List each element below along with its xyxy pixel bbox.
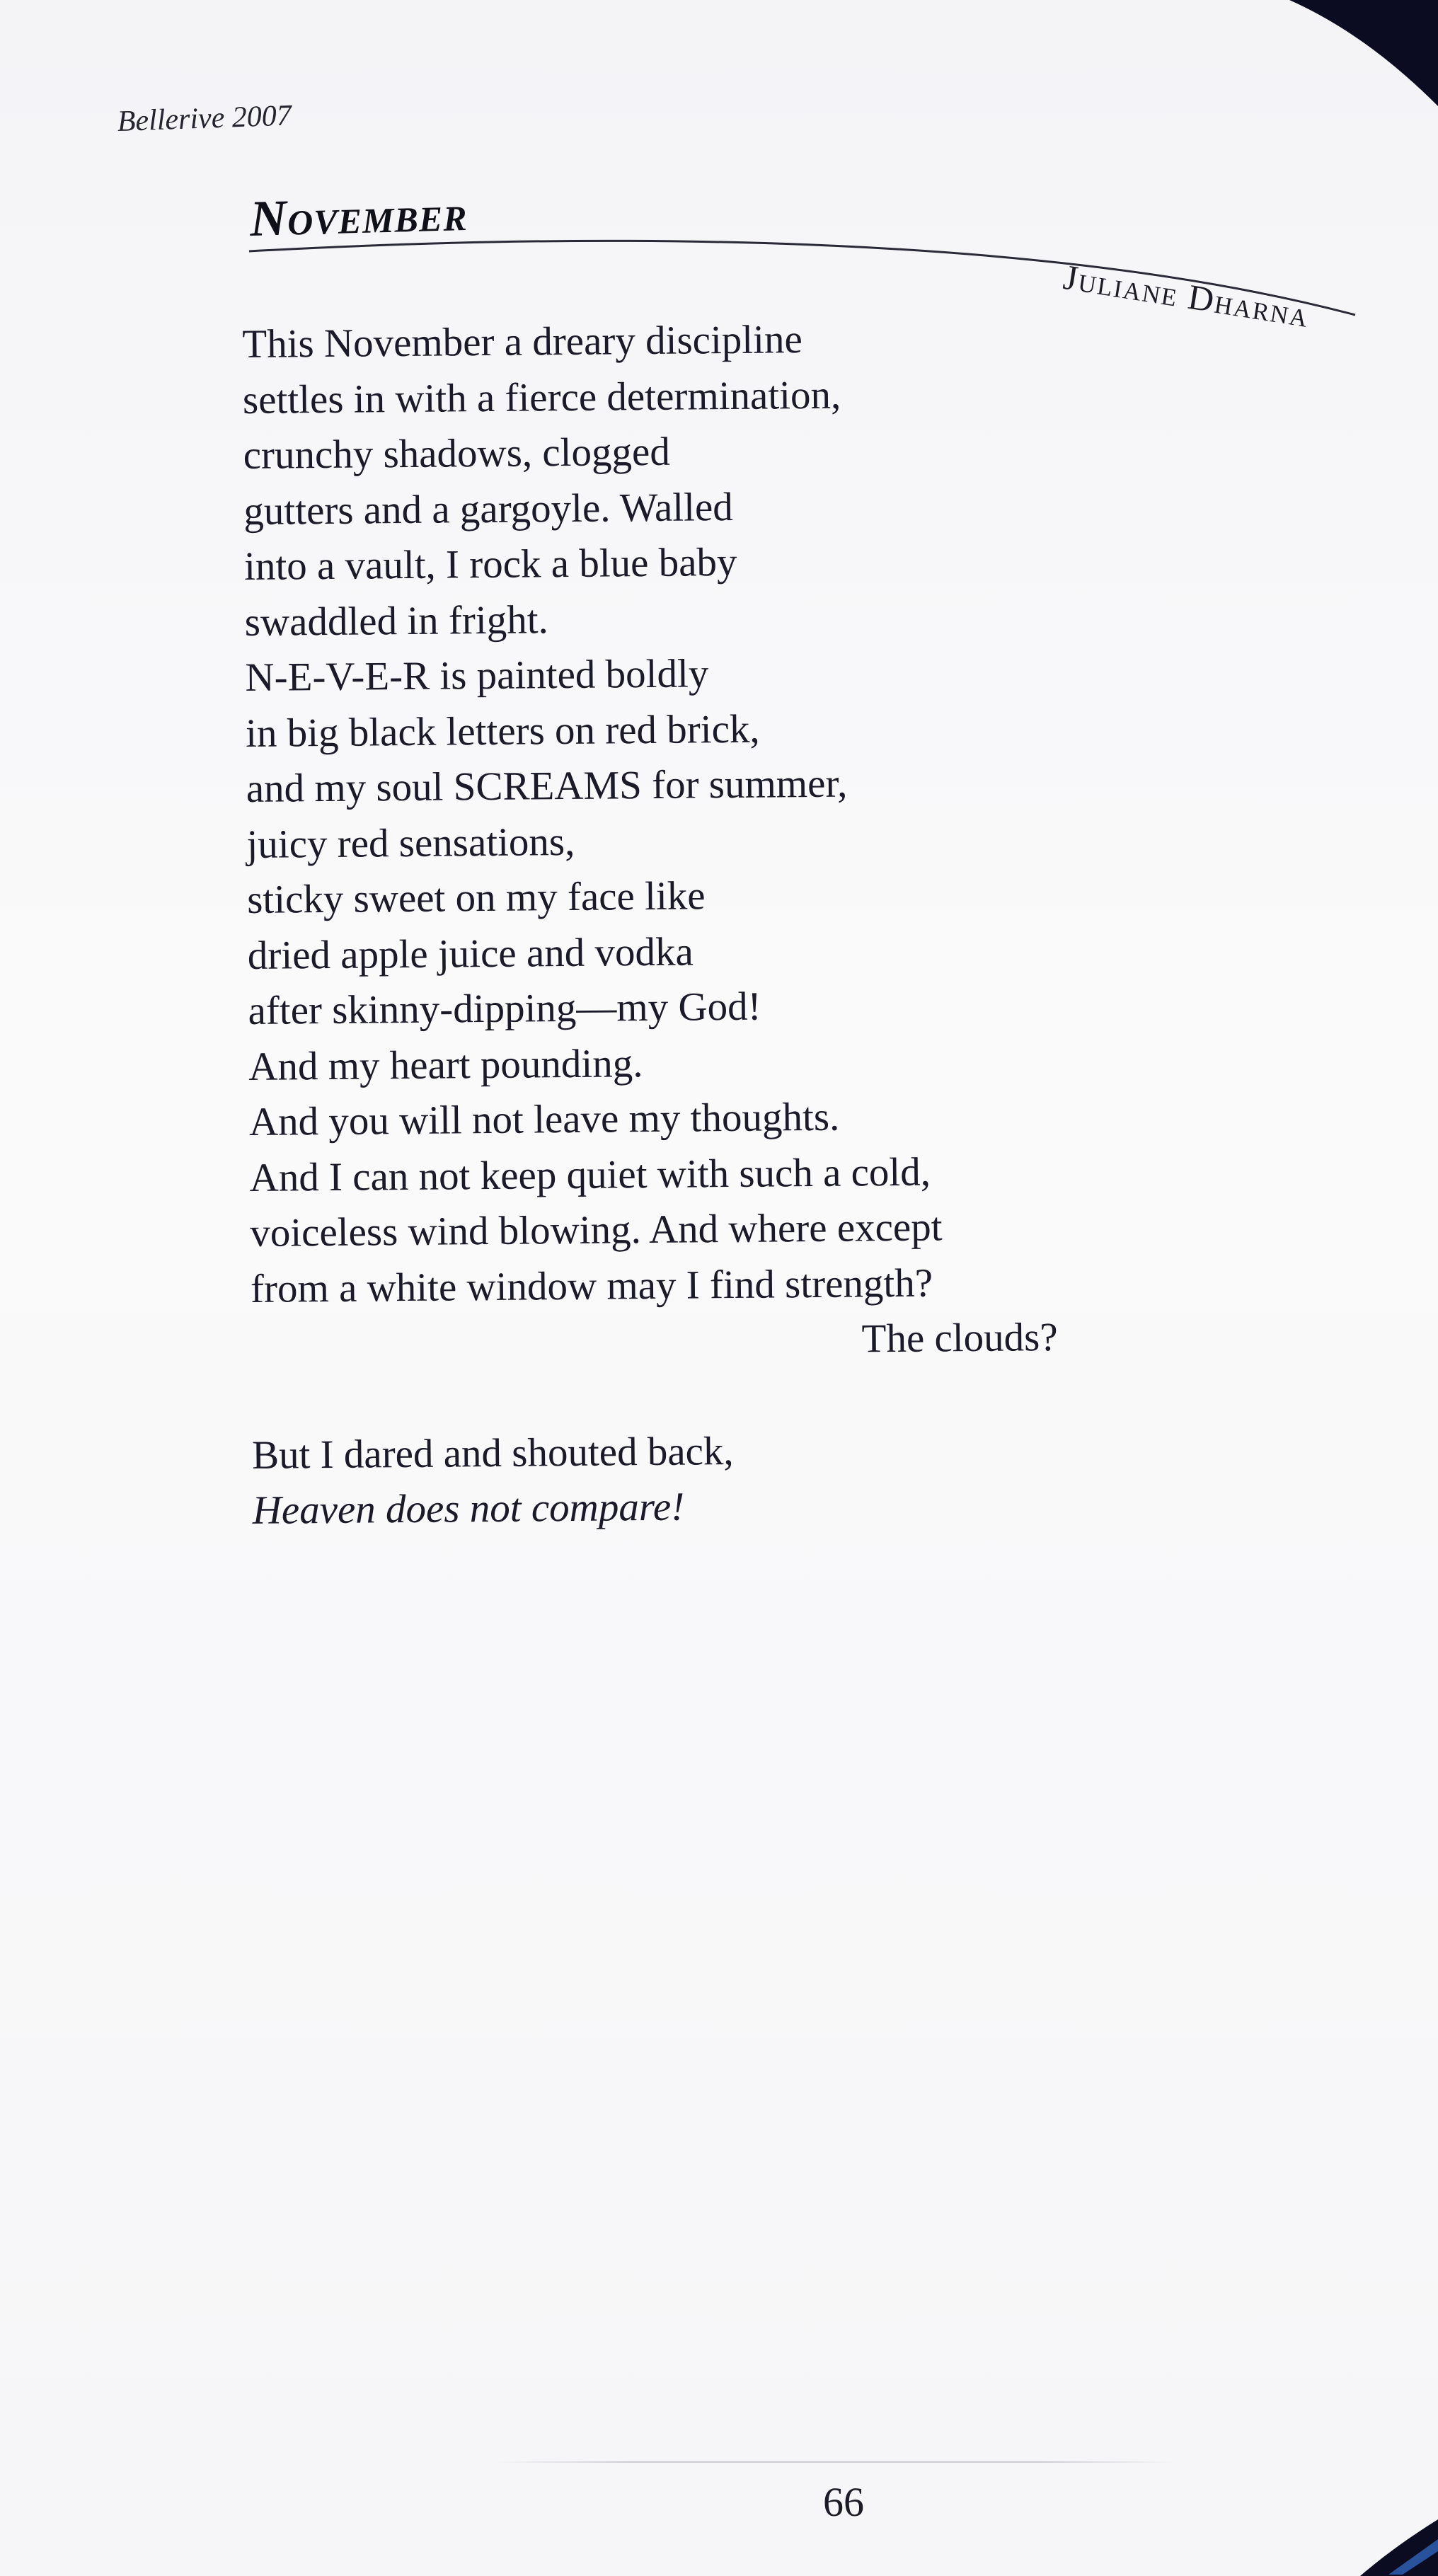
poem-line: crunchy shadows, clogged [243, 429, 671, 478]
running-head: Bellerive 2007 [117, 99, 292, 138]
poem-line: juicy red sensations, [246, 819, 575, 867]
poem-author: Juliane Dharna [1061, 256, 1313, 335]
poem-body [242, 310, 1102, 1539]
poem-line: And my heart pounding. [248, 1040, 643, 1089]
poem-line: dried apple juice and vodka [247, 928, 694, 978]
poem-line: gutters and a gargoyle. Walled [243, 484, 733, 534]
footer-rule [495, 2461, 1175, 2463]
poem-line: This November a dreary discipline [242, 317, 803, 367]
poem-line: sticky sweet on my face like [246, 873, 706, 922]
stanza-break [251, 1365, 1101, 1427]
page-corner-shadow-top [1212, 0, 1438, 120]
poem-line: and my soul SCREAMS for summer, [246, 761, 848, 811]
poem-line: after skinny-dipping—my God! [248, 984, 761, 1033]
poem-line: And you will not leave my thoughts. [248, 1094, 840, 1144]
poem-line: settles in with a fierce determination, [242, 372, 841, 422]
poem-line: swaddled in fright. [244, 597, 549, 645]
poem-line: But I dared and shouted back, [251, 1428, 734, 1478]
poem-line: into a vault, I rock a blue baby [243, 539, 737, 589]
poem-line: voiceless wind blowing. And where except [250, 1204, 943, 1255]
poem-title: November [249, 184, 468, 247]
poem-line: in big black letters on red brick, [245, 706, 760, 756]
poem-line: from a white window may I find strength? [250, 1260, 933, 1311]
poem-line: N-E-V-E-R is painted boldly [245, 651, 709, 700]
poem-line-indented: The clouds? [861, 1314, 1058, 1362]
page-corner-shadow-bottom [1318, 2498, 1438, 2576]
page-number: 66 [823, 2479, 864, 2525]
poem-line: And I can not keep quiet with such a cold, [249, 1149, 931, 1200]
poem-closing-line: Heaven does not compare! [252, 1484, 685, 1533]
